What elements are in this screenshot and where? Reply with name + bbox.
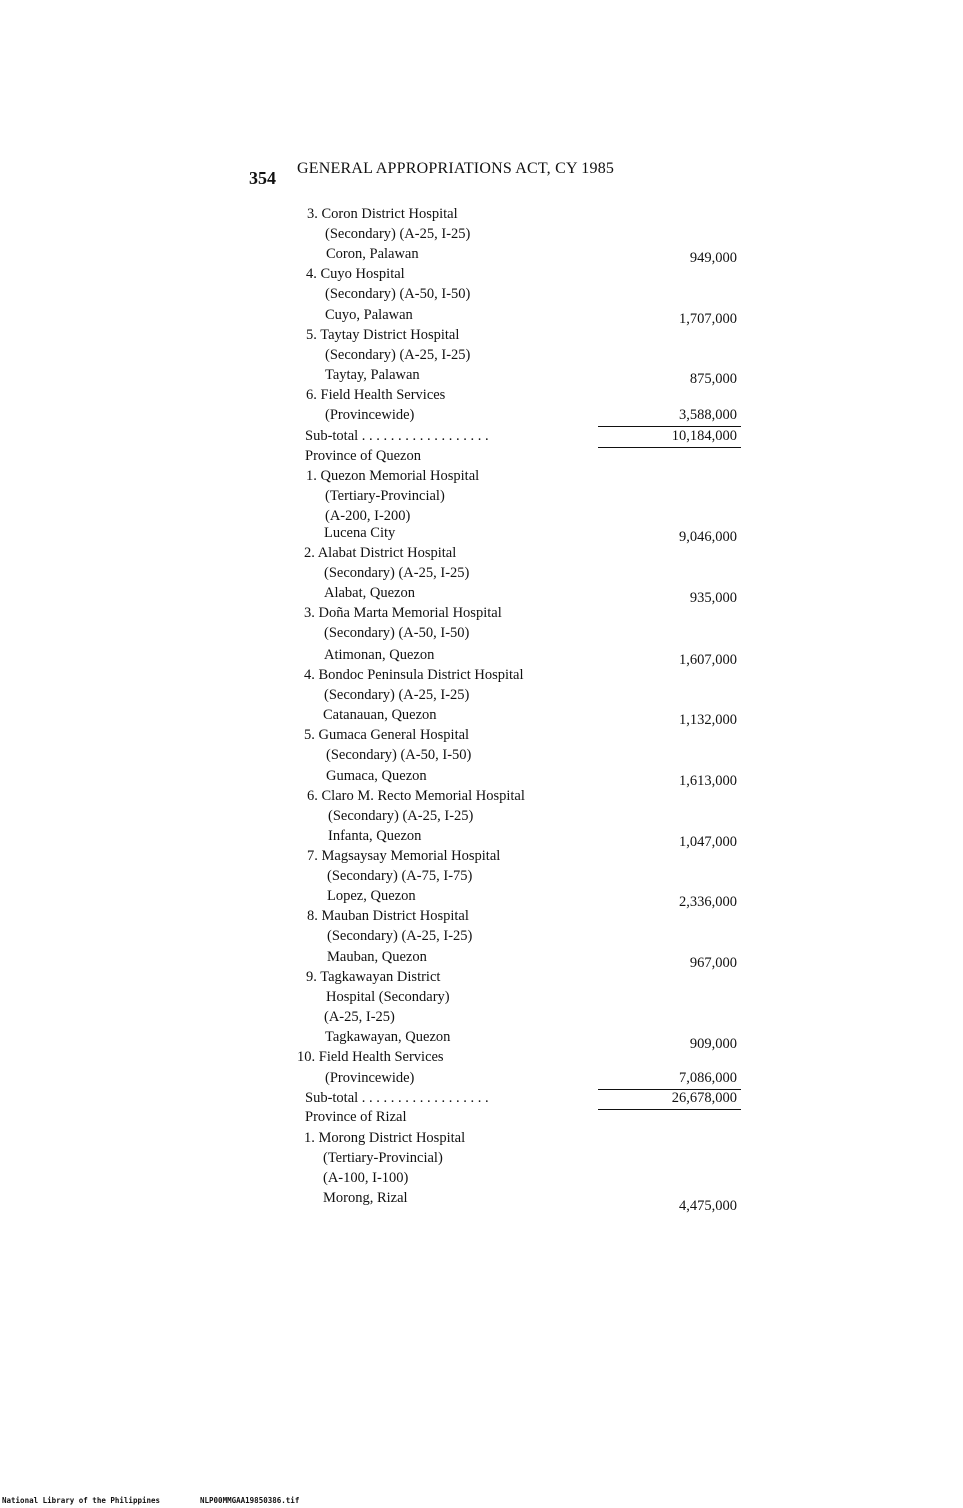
line-text: Gumaca, Quezon: [326, 768, 427, 784]
line-item: [0, 686, 963, 706]
line-text: 5. Taytay District Hospital: [306, 327, 460, 343]
subtotal-row: [0, 1089, 963, 1109]
line-item: [0, 1069, 963, 1089]
line-amount: 935,000: [689, 590, 737, 606]
line-item: [0, 1129, 963, 1149]
line-item: [0, 487, 963, 507]
line-text: 6. Field Health Services: [306, 387, 446, 403]
line-text: (A-25, I-25): [324, 1009, 395, 1025]
line-item: [0, 1189, 963, 1214]
line-amount: 967,000: [689, 955, 737, 971]
page-number: 354: [249, 168, 276, 188]
line-item: [0, 524, 963, 544]
line-item: [0, 1048, 963, 1068]
line-text: Lopez, Quezon: [327, 888, 416, 904]
line-amount: 2,336,000: [679, 894, 737, 910]
line-item: [0, 1028, 963, 1052]
line-item: [0, 386, 963, 406]
line-item: [0, 624, 963, 644]
line-item: [0, 1008, 963, 1028]
line-text: Tagkawayan, Quezon: [325, 1029, 451, 1045]
line-text: Atimonan, Quezon: [324, 647, 435, 663]
line-item: [0, 867, 963, 887]
line-text: 3. Doña Marta Memorial Hospital: [304, 605, 502, 621]
line-item: [0, 326, 963, 346]
line-text: 1. Quezon Memorial Hospital: [306, 468, 480, 484]
line-item: [0, 988, 963, 1008]
line-text: Province of Quezon: [305, 448, 421, 464]
line-amount: 1,613,000: [679, 773, 737, 789]
line-text: (Secondary) (A-25, I-25): [325, 226, 471, 242]
line-text: Morong, Rizal: [323, 1190, 408, 1206]
line-text: 1. Morong District Hospital: [304, 1130, 466, 1146]
line-text: (Secondary) (A-75, I-75): [327, 868, 473, 884]
line-item: [0, 285, 963, 305]
line-text: 7. Magsaysay Memorial Hospital: [307, 848, 501, 864]
line-amount: 4,475,000: [679, 1198, 737, 1214]
line-amount: 875,000: [689, 371, 737, 387]
line-text: (Provincewide): [325, 1070, 415, 1086]
subtotal-amount: 26,678,000: [671, 1090, 737, 1106]
line-text: (Provincewide): [325, 407, 415, 423]
line-text: (Secondary) (A-25, I-25): [325, 347, 471, 363]
line-item: [0, 666, 963, 686]
line-text: (Secondary) (A-50, I-50): [325, 286, 471, 302]
line-item: [0, 265, 963, 285]
line-text: 6. Claro M. Recto Memorial Hospital: [307, 788, 525, 804]
line-text: 4. Bondoc Peninsula District Hospital: [304, 667, 524, 683]
line-item: [0, 205, 963, 225]
line-text: 2. Alabat District Hospital: [304, 545, 457, 561]
line-text: Cuyo, Palawan: [325, 307, 413, 323]
line-text: Alabat, Quezon: [324, 585, 415, 601]
line-item: [0, 746, 963, 766]
line-item: [0, 406, 963, 426]
line-item: [0, 767, 963, 787]
line-amount: 1,707,000: [679, 311, 737, 327]
line-item: [0, 584, 963, 604]
line-amount: 9,046,000: [679, 529, 737, 545]
line-amount: 949,000: [689, 250, 737, 266]
line-text: Sub-total . . . . . . . . . . . . . . . . . .: [305, 1090, 489, 1106]
line-text: (Secondary) (A-50, I-50): [326, 747, 472, 763]
subtotal-amount: 10,184,000: [671, 428, 737, 444]
line-item: [0, 1108, 963, 1128]
line-amount: 909,000: [689, 1036, 737, 1052]
line-text: (Secondary) (A-25, I-25): [324, 565, 470, 581]
line-item: [0, 827, 963, 850]
line-item: [0, 948, 963, 971]
line-item: [0, 346, 963, 366]
line-text: Province of Rizal: [305, 1109, 407, 1125]
line-item: [0, 225, 963, 245]
line-item: [0, 706, 963, 726]
line-item: [0, 907, 963, 927]
line-item: [0, 366, 963, 386]
line-amount: 7,086,000: [679, 1070, 737, 1086]
line-item: [0, 447, 963, 467]
line-item: [0, 245, 963, 265]
footer-filename: NLP00MMGAA19850386.tif: [200, 1496, 300, 1505]
line-text: 10. Field Health Services: [297, 1049, 444, 1065]
line-text: Coron, Palawan: [326, 246, 419, 262]
line-text: Taytay, Palawan: [325, 367, 420, 383]
line-item: [0, 787, 963, 807]
line-item: [0, 887, 963, 910]
line-amount: 1,607,000: [679, 652, 737, 668]
line-item: [0, 306, 963, 326]
line-text: (Secondary) (A-25, I-25): [327, 928, 473, 944]
page-title: GENERAL APPROPRIATIONS ACT, CY 1985: [297, 160, 615, 177]
line-item: [0, 847, 963, 867]
line-text: Sub-total . . . . . . . . . . . . . . . . . .: [305, 428, 489, 444]
line-text: (Tertiary-Provincial): [325, 488, 445, 504]
line-amount: 1,047,000: [679, 834, 737, 850]
line-item: [0, 968, 963, 988]
line-text: (A-100, I-100): [323, 1170, 409, 1186]
line-text: (Secondary) (A-25, I-25): [328, 808, 474, 824]
line-item: [0, 807, 963, 827]
line-item: [0, 927, 963, 947]
line-item: [0, 1169, 963, 1189]
line-item: [0, 646, 963, 666]
line-text: 8. Mauban District Hospital: [307, 908, 469, 924]
line-text: (Secondary) (A-50, I-50): [324, 625, 470, 641]
line-text: 4. Cuyo Hospital: [306, 266, 405, 282]
line-text: Lucena City: [324, 525, 396, 541]
subtotal-row: [0, 427, 963, 447]
line-amount: 1,132,000: [679, 712, 737, 728]
line-amount: 3,588,000: [679, 407, 737, 423]
line-item: [0, 726, 963, 746]
footer-source: National Library of the Philippines: [2, 1496, 161, 1505]
line-text: (Secondary) (A-25, I-25): [324, 687, 470, 703]
line-text: 5. Gumaca General Hospital: [304, 727, 470, 743]
line-text: (A-200, I-200): [325, 508, 411, 524]
line-item: [0, 544, 963, 564]
line-text: Mauban, Quezon: [327, 949, 427, 965]
line-text: 9. Tagkawayan District: [306, 969, 441, 985]
line-item: [0, 604, 963, 624]
line-text: (Tertiary-Provincial): [323, 1150, 443, 1166]
line-item: [0, 1149, 963, 1169]
line-text: Catanauan, Quezon: [323, 707, 437, 723]
line-text: Hospital (Secondary): [326, 989, 450, 1005]
line-item: [0, 564, 963, 584]
line-text: Infanta, Quezon: [328, 828, 422, 844]
line-item: [0, 467, 963, 487]
line-text: 3. Coron District Hospital: [307, 206, 458, 222]
